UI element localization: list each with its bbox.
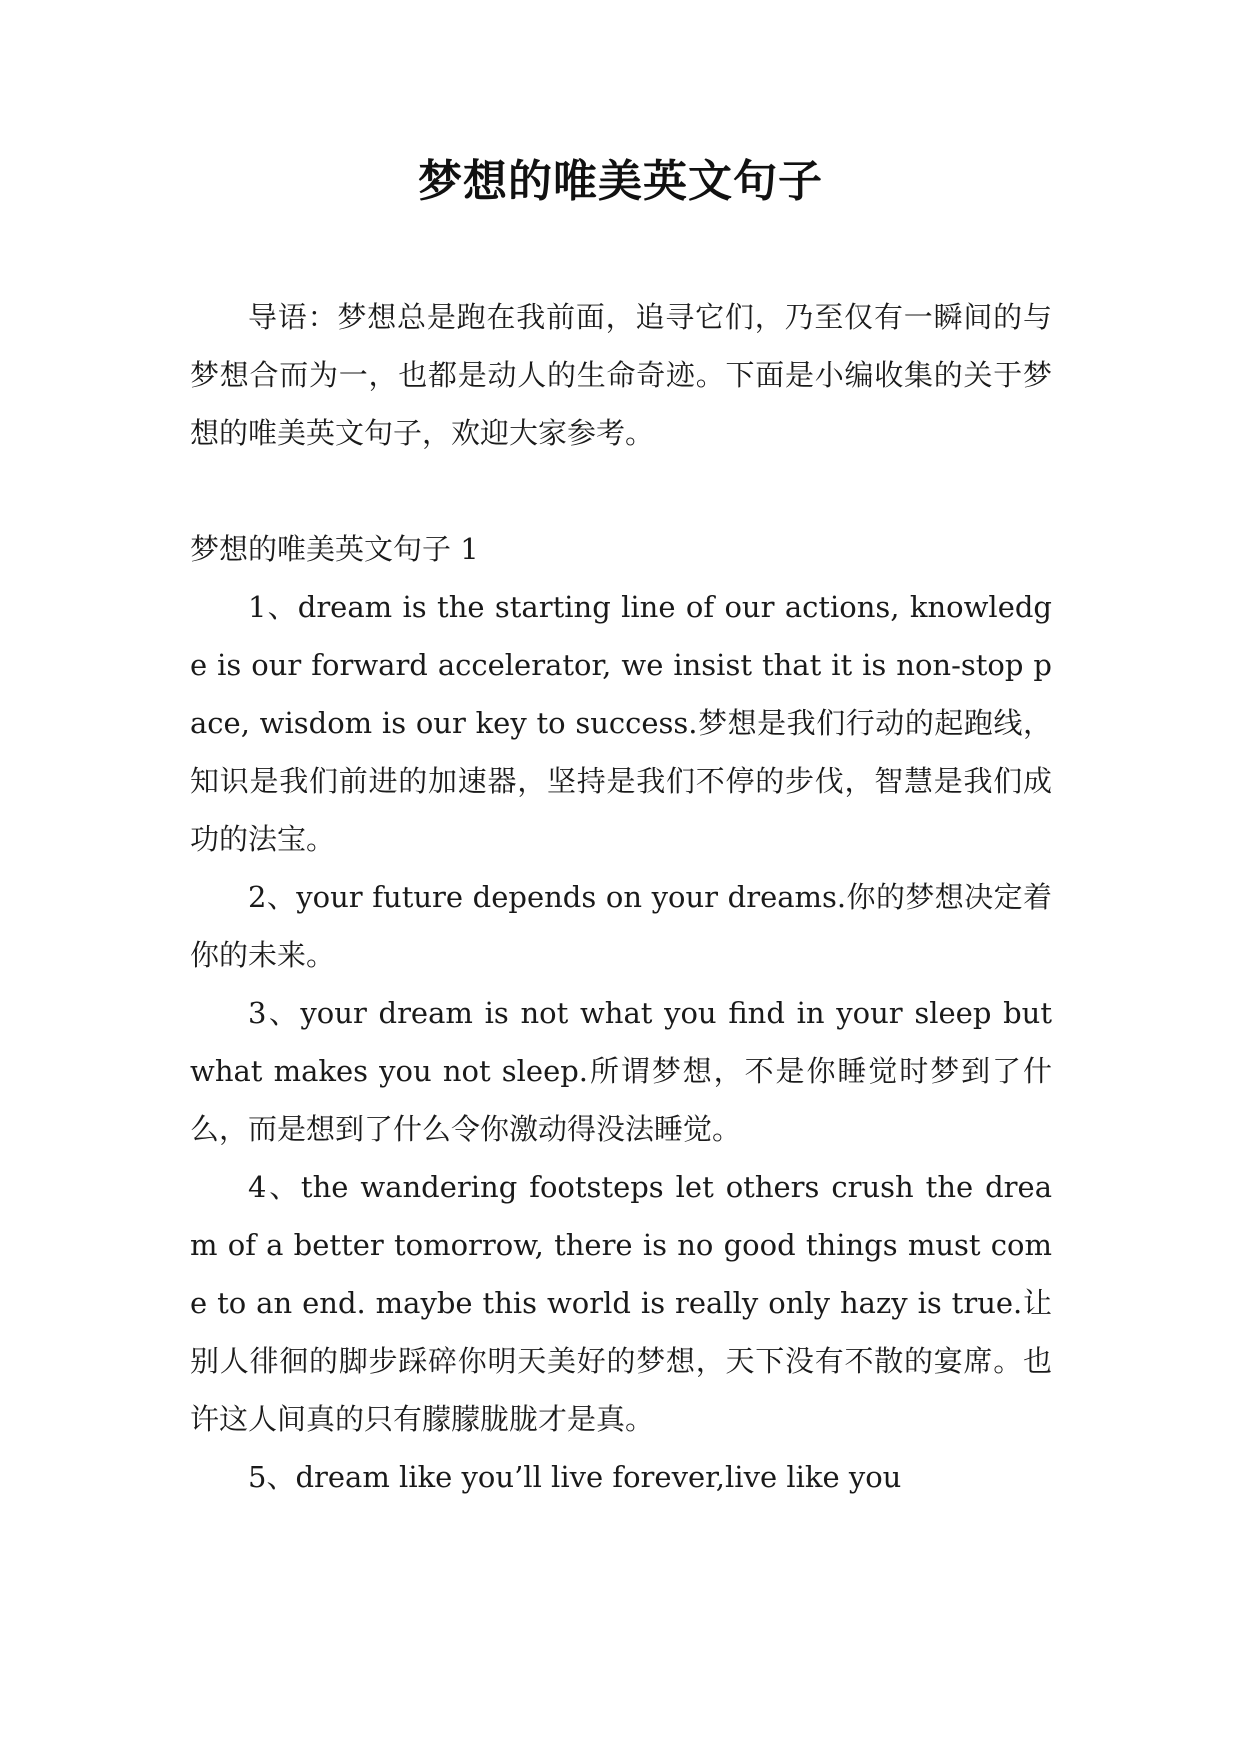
sentence-item-1: 1、dream is the starting line of our actions, knowledge is our forward accelerator, we insist that it is non-stop pace, wisdom is our key to success.梦想是我们行动的起跑线，知识是我们前进的加速器，坚持是我们不停的步伐，智慧是我们成功的法宝。	[190, 590, 1052, 856]
document-title: 梦想的唯美英文句子	[418, 156, 823, 207]
sentence-item-3: 3、your dream is not what you find in your sleep but what makes you not sleep.所谓梦想，不是你睡觉时梦到了什么，而是想到了什么令你激动得没法睡觉。	[190, 996, 1052, 1146]
sentence-item-5: 5、dream like you’ll live forever,live like you	[248, 1460, 902, 1494]
intro-paragraph: 导语：梦想总是跑在我前面，追寻它们，乃至仅有一瞬间的与梦想合而为一，也都是动人的生命奇迹。下面是小编收集的关于梦想的唯美英文句子，欢迎大家参考。	[190, 300, 1052, 450]
sentence-item-4: 4、the wandering footsteps let others crush the dream of a better tomorrow, there is no good things must come to an end. maybe this world is really only hazy is true.让别人徘徊的脚步踩碎你明天美好的梦想，天下没有不散的宴席。也许这人间真的只有朦朦胧胧才是真。	[190, 1170, 1052, 1436]
document-body	[190, 288, 1052, 1506]
paragraph-gap	[190, 462, 1052, 520]
section-heading: 梦想的唯美英文句子 1	[190, 532, 479, 566]
sentence-item-2: 2、your future depends on your dreams.你的梦想决定着你的未来。	[190, 880, 1052, 972]
